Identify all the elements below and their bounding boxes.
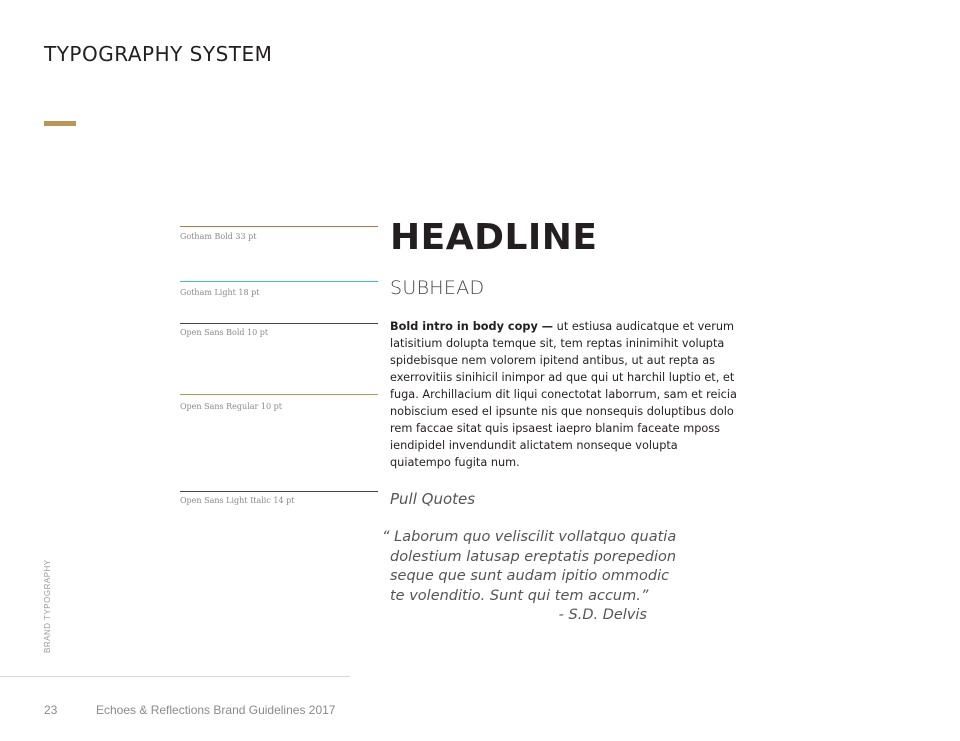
spec-line-subhead bbox=[180, 281, 378, 282]
subhead-sample: SUBHEAD bbox=[390, 277, 485, 299]
pull-quote bbox=[382, 528, 682, 626]
quote-line: te volenditio. Sunt qui tem accum.” bbox=[390, 587, 649, 604]
quote-line: “ Laborum quo veliscilit vollatquo quatia bbox=[382, 529, 677, 545]
quote-line: dolestium latusap ereptatis porepedion bbox=[390, 548, 677, 565]
spec-label-body-regular: Open Sans Regular 10 pt bbox=[180, 402, 282, 411]
side-label-wrap bbox=[43, 559, 137, 662]
body-text: ut estiusa audicatque et verum latisitium dolupta temque sit, tem reptas ininimihit volupta spidebisque nem volorem ipitend antibus, ut aut repta as exerrovitiis sinihicil inimpor ad que qui ut harchil luptio et, et fuga. Archillacium dit liqui conectotat laborrum, sam et reicia nobiscium esed el ipsunte nis que nonsequis doluptibus dolo rem faccae sitat quis ipsaest iaepro blanim faceate mposs iendipidel invendundit alictatem nonseque volupta quiatempo fugita num. bbox=[390, 320, 737, 469]
spec-line-body-bold bbox=[180, 323, 378, 324]
headline-sample: HEADLINE bbox=[390, 217, 598, 258]
pull-quote-heading: Pull Quotes bbox=[390, 490, 476, 508]
body-copy-sample bbox=[390, 318, 742, 471]
accent-bar bbox=[44, 121, 76, 126]
page-title: TYPOGRAPHY SYSTEM bbox=[44, 42, 273, 66]
spec-label-subhead: Gotham Light 18 pt bbox=[180, 288, 260, 297]
spec-line-headline bbox=[180, 226, 378, 227]
side-label: BRAND TYPOGRAPHY bbox=[43, 559, 52, 653]
spec-label-headline: Gotham Bold 33 pt bbox=[180, 232, 257, 241]
footer-text: Echoes & Reflections Brand Guidelines 2017 bbox=[96, 703, 336, 717]
quote-attribution: - S.D. Delvis bbox=[558, 607, 647, 623]
spec-label-body-bold: Open Sans Bold 10 pt bbox=[180, 328, 269, 337]
footer-rule bbox=[0, 676, 350, 677]
spec-line-pull-quote bbox=[180, 491, 378, 492]
spec-line-body-regular bbox=[180, 394, 378, 395]
quote-line: seque que sunt audam ipitio ommodic bbox=[390, 568, 670, 584]
spec-label-pull-quote: Open Sans Light Italic 14 pt bbox=[180, 496, 295, 505]
body-bold-intro: Bold intro in body copy — bbox=[390, 320, 554, 333]
page-number: 23 bbox=[44, 703, 58, 717]
